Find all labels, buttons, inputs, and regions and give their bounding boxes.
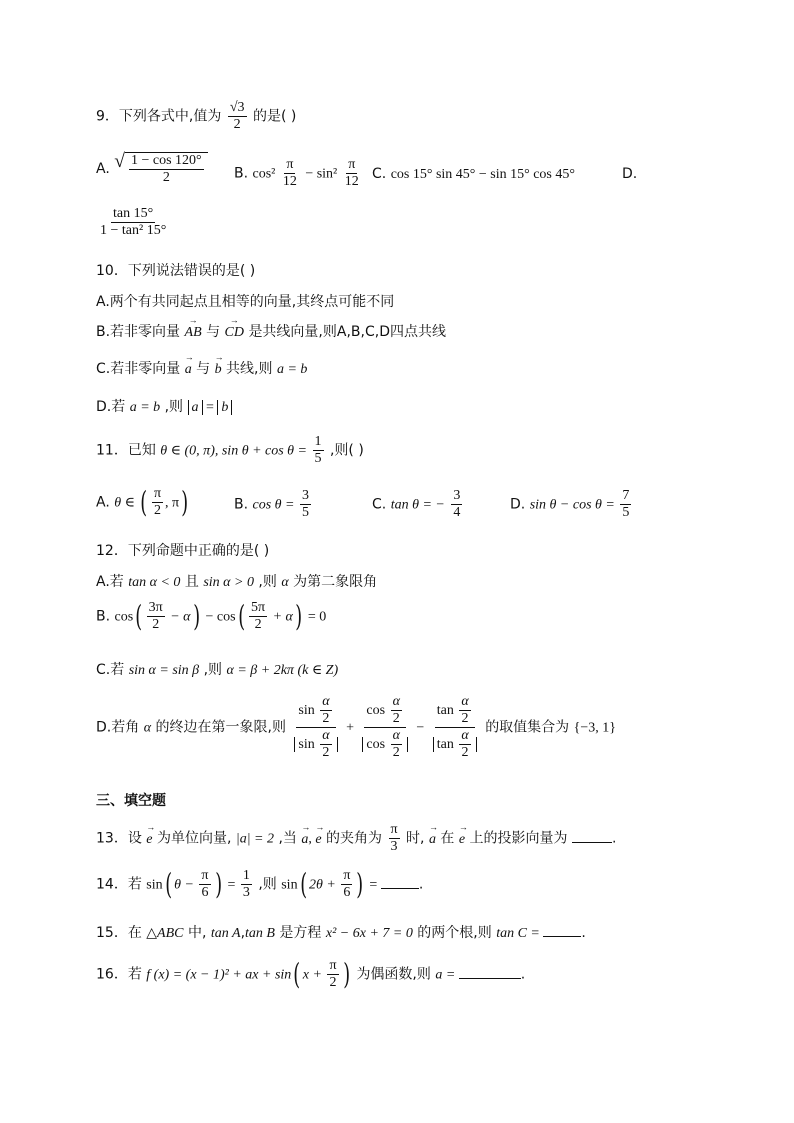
q11-option-d-fraction xyxy=(620,488,631,521)
q11-option-c-fraction xyxy=(451,488,462,521)
q11-option-d-den: 5 xyxy=(622,505,630,521)
q9-option-a-den: 2 xyxy=(162,170,170,186)
q11-option-a: A. θ ∈ ( $\frac{\pi}{2}$ , π) xyxy=(96,484,189,519)
q16: 16．若 f (x) = (x − 1)² + ax + sin( x + $\frac{\pi}{2}$ ) 为偶函数,则 a = . xyxy=(96,956,526,991)
q10-stem-text: 10．下列说法错误的是( ) xyxy=(96,263,256,279)
q13-comma: , xyxy=(308,831,316,847)
q9-stem-tail: 的是( ) xyxy=(252,108,297,125)
q12-option-b-frac2 xyxy=(249,600,267,633)
q13-pre: 13．设 xyxy=(96,830,142,847)
q12-option-a-mid2: ,则 xyxy=(258,574,277,590)
q11-option-a-fraction xyxy=(152,486,163,519)
q11-option-c-pre: tan θ = − xyxy=(390,497,445,513)
q16-pre: 16．若 xyxy=(96,966,142,983)
q9-option-a-label: A. xyxy=(96,161,110,178)
q16-answer-blank[interactable] xyxy=(459,978,521,979)
q14-answer-blank[interactable] xyxy=(381,888,419,889)
q11-option-a-pre: θ ∈ xyxy=(114,495,139,511)
q12-option-b-minus: − cos xyxy=(202,609,236,625)
q13-vector-a2: → a xyxy=(429,832,436,848)
q11-option-c-num: 3 xyxy=(451,488,462,505)
q11-stem-den: 5 xyxy=(314,451,322,467)
q9-option-a-radical: √ $\frac{1 - \cos 120^\circ}{2}$ xyxy=(114,152,207,186)
q14-den3: 6 xyxy=(343,885,351,901)
q16-a: a = xyxy=(435,967,459,983)
q12-d-tan-2: 2 xyxy=(461,711,469,727)
q14-num1: π xyxy=(199,868,210,885)
q10-option-d xyxy=(96,396,232,416)
q9-stem xyxy=(96,100,296,133)
q14-post: = xyxy=(365,877,381,893)
q13-mid4: 时, xyxy=(406,830,425,847)
q10-option-c-eq: a = b xyxy=(276,362,308,377)
q11-option-a-label: A. xyxy=(96,494,110,511)
q14-den1: 6 xyxy=(201,885,209,901)
q12-option-a xyxy=(96,571,377,591)
q12-d-sin-label-den: sin xyxy=(298,737,315,752)
q16-fraction xyxy=(327,958,338,991)
q10-option-c-post: 共线,则 xyxy=(226,361,273,377)
q12-d-cos-2-den: 2 xyxy=(392,745,400,761)
q10-option-c xyxy=(96,358,307,378)
q12-option-a-m1: tan α < 0 xyxy=(128,575,181,590)
q13-vector-e3: → e xyxy=(459,832,465,848)
q11-option-d-label: D. xyxy=(510,496,526,513)
q10-option-d-eqsign: = xyxy=(202,400,218,415)
q12-option-b-num2: 5π xyxy=(249,600,267,617)
q12-d-cos-2: 2 xyxy=(392,711,400,727)
q12-option-b-frac1 xyxy=(147,600,165,633)
q13-den: 3 xyxy=(390,839,398,855)
q12-option-b-label: B. xyxy=(96,608,111,625)
q9-option-d-num: tan 15° xyxy=(111,206,155,223)
q14-sin2: sin xyxy=(281,877,298,893)
q12-stem-text: 12．下列命题中正确的是( ) xyxy=(96,543,270,559)
q9-option-b-frac1 xyxy=(281,157,299,190)
q11-stem-num: 1 xyxy=(313,434,324,451)
q12-option-c-m2: α = β + 2kπ (k ∈ Z) xyxy=(226,663,339,678)
q10-option-b-post: 是共线向量,则A,B,C,D四点共线 xyxy=(248,324,446,340)
q15-tanA: tan A xyxy=(210,926,241,941)
q12-d-cos-a: α xyxy=(391,694,402,711)
q15-answer-blank[interactable] xyxy=(543,936,581,937)
q11-option-d-pre: sin θ − cos θ = xyxy=(529,497,619,513)
q12-d-tan-2-den: 2 xyxy=(461,745,469,761)
q14: 14．若 sin( θ − $\frac{\pi}{6}$ ) = $\frac{1}{3}$ ,则 sin( 2θ + $\frac{\pi}{6}$ ) = . xyxy=(96,866,424,901)
q14-pre: 14．若 xyxy=(96,876,142,893)
q12-option-d-post: 的取值集合为 xyxy=(485,719,570,736)
q9-option-b-frac2 xyxy=(343,157,361,190)
q10-vector-cd: → CD xyxy=(225,325,244,341)
q13-mid5: 在 xyxy=(440,830,455,847)
q14-den2: 3 xyxy=(242,885,250,901)
q13-fraction xyxy=(389,822,400,855)
q12-option-a-mid: 且 xyxy=(184,574,199,590)
q13-answer-blank[interactable] xyxy=(572,842,612,843)
q13-mid1: 为单位向量, xyxy=(156,830,232,847)
q12-option-d-term-cos xyxy=(360,694,410,761)
q11-option-b-fraction xyxy=(300,488,311,521)
q13-vector-a: → a xyxy=(301,832,308,848)
q11-stem xyxy=(96,434,364,467)
q15-comma: , xyxy=(240,925,246,941)
q9-option-d-label-text: D. xyxy=(622,166,638,182)
q9-option-b-num2: π xyxy=(346,157,357,174)
q15-pre: 15．在 xyxy=(96,925,142,941)
q14-two-theta: 2θ + xyxy=(309,877,340,893)
q15-mid1: 中, xyxy=(187,925,207,941)
q11-stem-post: ,则( ) xyxy=(329,442,364,459)
q9-option-d xyxy=(96,206,170,239)
q10-option-c-pre: C.若非零向量 xyxy=(96,361,181,377)
q11-option-b-den: 5 xyxy=(302,505,310,521)
q12-option-a-alpha: α xyxy=(281,575,289,590)
q12-d-sin-a-den: α xyxy=(320,728,331,745)
q15-tanC: tan C = xyxy=(496,926,544,941)
q12-option-b-tail2: + α xyxy=(269,609,293,625)
q12-option-c xyxy=(96,659,338,679)
q12-option-a-post: 为第二象限角 xyxy=(293,574,378,590)
q16-inner: x + xyxy=(302,967,326,983)
q13-num: π xyxy=(389,822,400,839)
q16-function: f (x) = (x − 1)² + ax + sin xyxy=(146,967,292,983)
q16-den: 2 xyxy=(329,975,337,991)
q14-num3: π xyxy=(341,868,352,885)
q9-stem-num: √3 xyxy=(228,100,247,117)
q13-mid2: ,当 xyxy=(278,830,297,847)
section-title-fill-blank xyxy=(96,790,166,810)
q9-option-b-cos: cos² xyxy=(252,166,279,182)
q11-option-b xyxy=(234,488,313,521)
q14-frac2 xyxy=(241,868,252,901)
q14-frac3 xyxy=(341,868,352,901)
q13-cond: |a| = 2 xyxy=(235,831,275,847)
q10-option-b xyxy=(96,321,446,341)
q9-option-b-minus: − sin² xyxy=(305,166,341,182)
q12-option-b-tail1: − α xyxy=(166,609,191,625)
q10-option-d-mid: ,则 xyxy=(164,399,184,415)
q9-option-d-label xyxy=(622,166,637,182)
q14-eq: = xyxy=(223,877,239,893)
q9-option-a-num: 1 − cos 120° xyxy=(129,153,204,170)
q15-equation: x² − 6x + 7 = 0 xyxy=(325,926,413,941)
q11-option-a-post: , π xyxy=(165,495,180,511)
q11-option-d-num: 7 xyxy=(620,488,631,505)
q15-mid3: 的两个根,则 xyxy=(417,925,492,941)
q12-option-d-pre: D.若角 xyxy=(96,719,140,736)
q12-option-d-term-sin xyxy=(292,694,339,761)
q11-option-a-den: 2 xyxy=(153,503,161,519)
q12-d-cos-label: cos xyxy=(366,702,386,718)
q9-stem-den: 2 xyxy=(233,117,241,133)
q12-d-sin-a: α xyxy=(320,694,331,711)
q12-d-tan-a: α xyxy=(459,694,470,711)
q12-d-cos-label-den: cos xyxy=(366,737,386,752)
q12-option-d-term-tan xyxy=(431,694,479,761)
q15: 15．在 △ABC 中, tan A,tan B 是方程 x² − 6x + 7 = 0 的两个根,则 tan C = . xyxy=(96,925,586,941)
q12-d-tan-a-den: α xyxy=(459,728,470,745)
q10-option-d-pre: D.若 xyxy=(96,399,126,415)
q12-option-d-set: {−3, 1} xyxy=(573,720,616,736)
q14-theta-pre: θ − xyxy=(174,877,198,893)
q14-frac1 xyxy=(199,868,210,901)
q10-option-d-abs-a: a xyxy=(188,400,203,415)
q10-stem xyxy=(96,260,255,280)
q11-option-c-den: 4 xyxy=(453,505,461,521)
q10-option-b-pre: B.若非零向量 xyxy=(96,324,181,340)
q9-option-c xyxy=(372,166,575,183)
q9-option-b-num1: π xyxy=(284,157,295,174)
q12-option-b-den2: 2 xyxy=(254,617,262,633)
q12-option-b-cos1: cos xyxy=(114,609,134,625)
q15-triangle: △ABC xyxy=(146,926,184,941)
q12-option-d: D.若角 α 的终边在第一象限,则 sin $\frac{\alpha}{2}$ sin $\frac{\alpha}{2}$ + cos $\frac{\alpha}{2}$ cos $\frac{\alpha}{2}$ − tan $\frac{\alpha}{2}$ tan $\frac{\alpha}{2}$ 的取值集合为 {−3, 1} xyxy=(96,694,616,761)
q12-option-c-m1: sin α = sin β xyxy=(128,663,200,678)
q13: 13．设 → e 为单位向量, |a| = 2 ,当 → a, → e 的夹角为 $\frac{\pi}{3}$ 时, → a 在 → e 上的投影向量为 . xyxy=(96,822,616,855)
q13-vector-e2: → e xyxy=(315,832,321,848)
q14-mid: ,则 xyxy=(258,876,277,893)
q9-option-d-den: 1 − tan² 15° xyxy=(100,223,167,239)
q11-option-d xyxy=(510,488,633,521)
q10-option-c-mid: 与 xyxy=(196,361,211,377)
q9-stem-fraction xyxy=(228,100,247,133)
q11-option-a-num: π xyxy=(152,486,163,503)
q16-mid: 为偶函数,则 xyxy=(356,966,431,983)
q11-option-b-num: 3 xyxy=(300,488,311,505)
q12-option-c-pre: C.若 xyxy=(96,662,125,678)
q12-d-sin-2-den: 2 xyxy=(322,745,330,761)
q12-option-d-mid: 的终边在第一象限,则 xyxy=(155,719,286,736)
section3-title-text: 三、填空题 xyxy=(96,793,166,809)
q9-option-b-label: B. xyxy=(234,165,249,182)
q12-option-d-alpha: α xyxy=(143,720,152,736)
q13-mid3: 的夹角为 xyxy=(326,830,383,847)
q10-option-a xyxy=(96,291,394,311)
q12-d-tan-label: tan xyxy=(436,702,454,718)
q9-option-c-label: C. xyxy=(372,166,387,182)
q16-num: π xyxy=(327,958,338,975)
q12-option-a-m2: sin α > 0 xyxy=(203,575,254,590)
q15-tanB: tan B xyxy=(245,926,275,941)
q9-option-b-den1: 12 xyxy=(282,174,297,190)
q10-vector-ab: → AB xyxy=(185,325,202,341)
q11-stem-cond: θ ∈ (0, π), sin θ + cos θ = xyxy=(160,443,311,459)
q12-option-b: B. cos( $\frac{3\pi}{2}$ − α) − cos( $\frac{5\pi}{2}$ + α) = 0 xyxy=(96,598,327,633)
q11-stem-fraction xyxy=(313,434,324,467)
q9-option-d-fraction xyxy=(98,206,168,239)
q12-d-sin-2: 2 xyxy=(322,711,330,727)
q10-option-d-abs-b: b xyxy=(217,400,232,415)
q12-d-sin-label: sin xyxy=(298,702,315,718)
q10-vector-a: → a xyxy=(185,362,192,378)
q9-option-a-fraction xyxy=(129,153,204,186)
q11-stem-pre: 11．已知 xyxy=(96,442,156,459)
q11-option-b-pre: cos θ = xyxy=(252,497,299,513)
q10-option-b-mid: 与 xyxy=(206,324,221,340)
q9-options xyxy=(96,152,208,186)
q13-vector-e: → e xyxy=(146,832,152,848)
q12-option-b-den1: 2 xyxy=(152,617,160,633)
q9-stem-text: 9．下列各式中,值为 xyxy=(96,108,222,125)
q14-num2: 1 xyxy=(241,868,252,885)
q10-option-d-eq: a = b xyxy=(129,400,161,415)
q11-option-c xyxy=(372,488,464,521)
q12-stem xyxy=(96,540,269,560)
q9-option-c-expr: cos 15° sin 45° − sin 15° cos 45° xyxy=(390,167,575,182)
q10-vector-b: → b xyxy=(215,362,222,378)
q9-option-b-den2: 12 xyxy=(344,174,359,190)
q14-sin1: sin xyxy=(146,877,163,893)
q9-option-b xyxy=(234,157,363,190)
q10-option-a-text: A.两个有共同起点且相等的向量,其终点可能不同 xyxy=(96,294,395,310)
q12-option-a-pre: A.若 xyxy=(96,574,124,590)
q12-option-b-num1: 3π xyxy=(147,600,165,617)
q12-d-cos-a-den: α xyxy=(391,728,402,745)
q12-option-b-post: = 0 xyxy=(304,609,327,625)
q15-mid2: 是方程 xyxy=(279,925,322,941)
q12-d-tan-label-den: tan xyxy=(436,737,454,752)
q11-option-b-label: B. xyxy=(234,496,249,513)
q13-post: 上的投影向量为 xyxy=(469,830,568,847)
q11-option-c-label: C. xyxy=(372,496,387,513)
q12-option-c-mid: ,则 xyxy=(203,662,223,678)
